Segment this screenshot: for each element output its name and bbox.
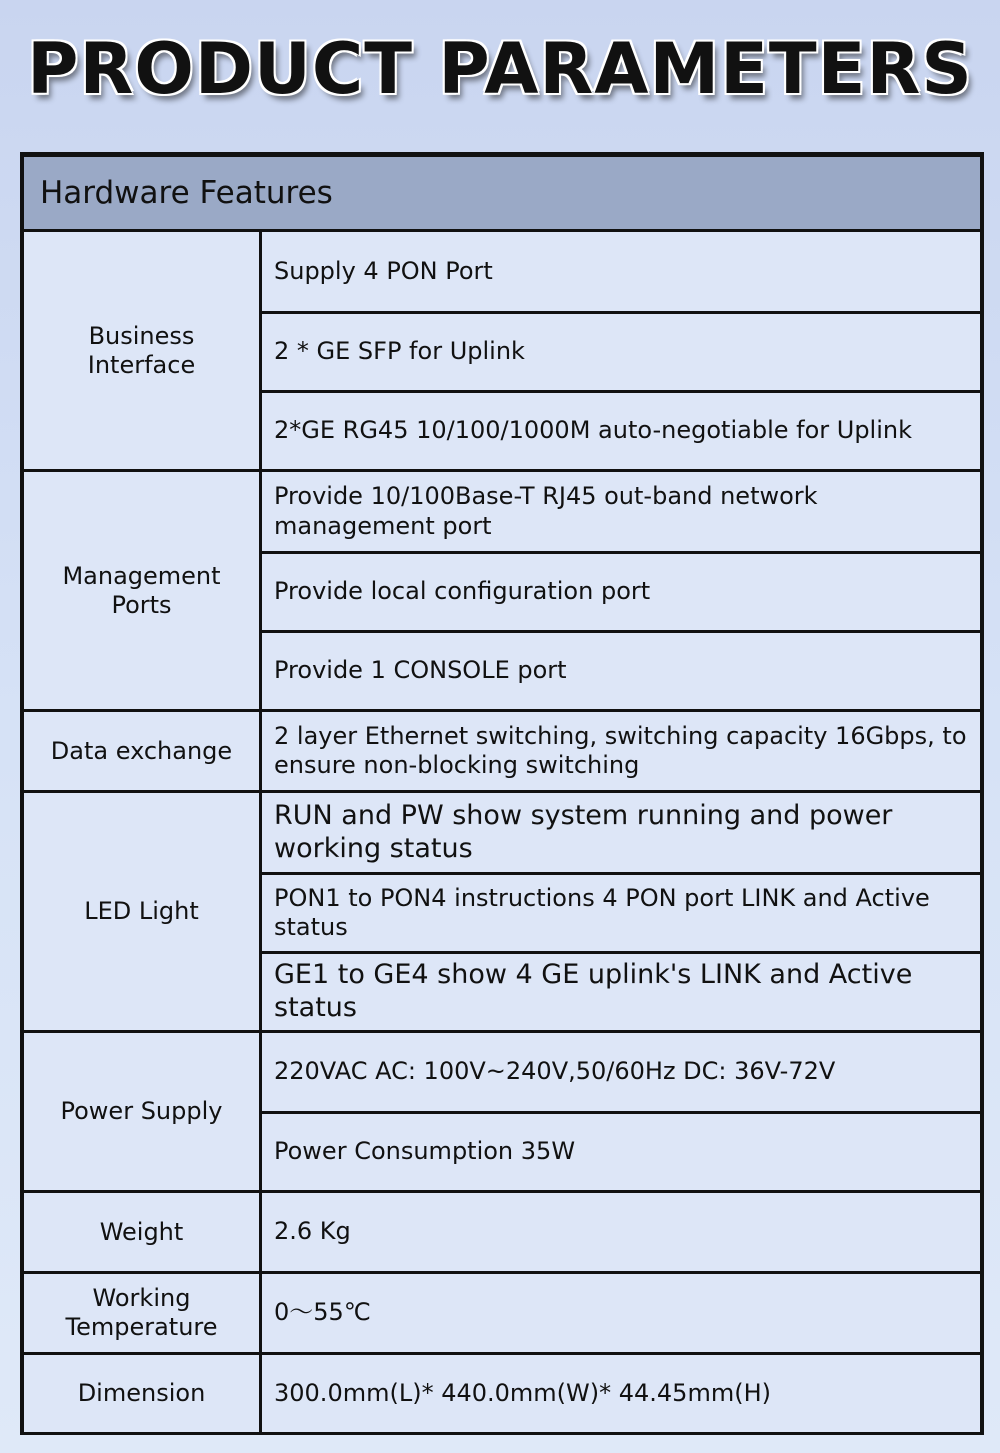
- row-value: GE1 to GE4 show 4 GE uplink's LINK and Active status: [262, 951, 980, 1030]
- row-label: Weight: [24, 1193, 262, 1271]
- row-working-temperature: [24, 1274, 980, 1355]
- row-dimension: [24, 1355, 980, 1435]
- row-value: 2 * GE SFP for Uplink: [262, 311, 980, 390]
- row-power-supply: [24, 1033, 980, 1193]
- row-value: 2 layer Ethernet switching, switching capacity 16Gbps, to ensure non-blocking switching: [274, 721, 967, 779]
- row-led-light: [24, 793, 980, 1033]
- row-value: Provide local configuration port: [262, 551, 980, 630]
- row-label: Data exchange: [24, 712, 262, 790]
- row-label: Power Supply: [24, 1033, 262, 1190]
- row-label: LED Light: [24, 793, 262, 1030]
- row-management-ports: [24, 472, 980, 712]
- row-value: Power Consumption 35W: [262, 1111, 980, 1190]
- row-weight: [24, 1193, 980, 1274]
- row-value: Provide 10/100Base-T RJ45 out-band network management port: [274, 482, 818, 540]
- row-value: RUN and PW show system running and power working status: [274, 799, 893, 864]
- row-label: Working Temperature: [24, 1274, 262, 1352]
- row-value: 220VAC AC: 100V~240V,50/60Hz DC: 36V-72V: [274, 1057, 836, 1086]
- row-value: 2.6 Kg: [274, 1217, 351, 1246]
- row-value: PON1 to PON4 instructions 4 PON port LINK and Active status: [262, 872, 980, 951]
- row-value: Provide 1 CONSOLE port: [262, 630, 980, 709]
- parameters-table: [20, 152, 984, 1435]
- row-data-exchange: [24, 712, 980, 793]
- row-value: 0～55℃: [274, 1298, 371, 1327]
- page-title: PRODUCT PARAMETERS: [27, 28, 973, 110]
- row-value: 2*GE RG45 10/100/1000M auto-negotiable for Uplink: [262, 390, 980, 469]
- table-header: Hardware Features: [24, 157, 980, 232]
- row-value: Supply 4 PON Port: [274, 256, 493, 285]
- row-label: Management Ports: [24, 472, 262, 709]
- row-label: Business Interface: [24, 232, 262, 469]
- row-value: 300.0mm(L)* 440.0mm(W)* 44.45mm(H): [274, 1378, 771, 1407]
- row-label: Dimension: [24, 1355, 262, 1432]
- row-business-interface: [24, 232, 980, 472]
